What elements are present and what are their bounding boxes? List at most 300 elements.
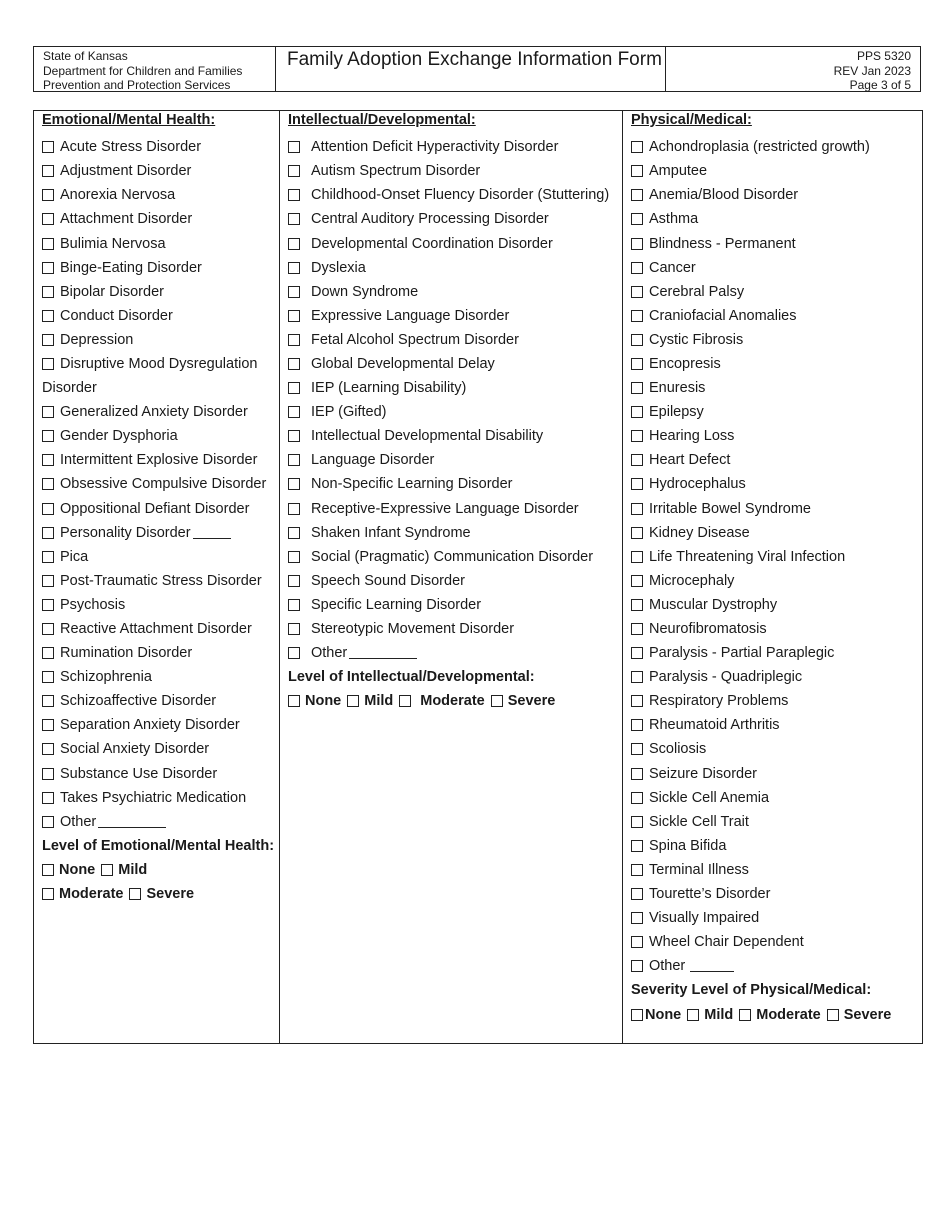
intellectual-item-label: Childhood-Onset Fluency Disorder (Stuttering) — [311, 187, 610, 204]
checkbox[interactable] — [631, 647, 643, 659]
level-option-mild[interactable] — [347, 693, 393, 709]
intellectual-item-label: Stereotypic Movement Disorder — [311, 621, 515, 638]
emotional-item[interactable] — [42, 159, 279, 183]
emotional-item-label: Substance Use Disorder — [60, 765, 218, 782]
checkbox[interactable] — [288, 575, 300, 587]
checkbox[interactable] — [42, 647, 54, 659]
intellectual-item-label: Shaken Infant Syndrome — [311, 524, 471, 541]
checkbox[interactable] — [42, 165, 54, 177]
physical-item-label: Wheel Chair Dependent — [649, 934, 804, 951]
physical-item-label: Visually Impaired — [649, 910, 760, 927]
page-number: Page 3 of 5 — [849, 78, 911, 92]
physical-item[interactable] — [631, 497, 922, 521]
emotional-item[interactable] — [42, 280, 279, 304]
intellectual-other-blank[interactable] — [349, 657, 417, 659]
intellectual-item-label: Global Developmental Delay — [311, 355, 495, 372]
emotional-item-label: Obsessive Compulsive Disorder — [60, 476, 267, 493]
checkbox[interactable] — [631, 816, 643, 828]
form-title: Family Adoption Exchange Information Form — [276, 47, 666, 91]
emotional-item[interactable] — [42, 207, 279, 231]
physical-item[interactable] — [631, 304, 922, 328]
emotional-level-row[interactable] — [42, 858, 279, 882]
intellectual-item[interactable] — [288, 207, 622, 231]
physical-item[interactable] — [631, 569, 922, 593]
checkbox[interactable] — [42, 719, 54, 731]
emotional-item[interactable] — [42, 424, 279, 448]
level-label: None — [305, 693, 342, 710]
checkbox[interactable] — [631, 623, 643, 635]
physical-item-label: Enuresis — [649, 380, 706, 397]
checkbox[interactable] — [631, 454, 643, 466]
physical-column — [623, 111, 922, 1043]
checkbox[interactable] — [288, 262, 300, 274]
level-label: Mild — [704, 1006, 734, 1023]
checkbox[interactable] — [42, 478, 54, 490]
checkbox[interactable] — [288, 165, 300, 177]
physical-item-label: Muscular Dystrophy — [649, 596, 778, 613]
level-label: None — [59, 861, 96, 878]
checkbox[interactable] — [631, 382, 643, 394]
emotional-item[interactable] — [42, 617, 279, 641]
emotional-item-label: Intermittent Explosive Disorder — [60, 452, 258, 469]
physical-item[interactable] — [631, 376, 922, 400]
intellectual-level-heading: Level of Intellectual/Developmental: — [288, 669, 535, 686]
intellectual-item[interactable] — [288, 183, 622, 207]
emotional-item-label: Schizoaffective Disorder — [60, 693, 217, 710]
checkbox[interactable] — [101, 864, 113, 876]
intellectual-item[interactable] — [288, 545, 622, 569]
intellectual-item-label: Dyslexia — [311, 259, 366, 276]
physical-item[interactable] — [631, 593, 922, 617]
emotional-item-label: Bulimia Nervosa — [60, 235, 166, 252]
level-option-moderate[interactable] — [739, 1007, 820, 1023]
intellectual-item-label: Expressive Language Disorder — [311, 307, 510, 324]
checkbox[interactable] — [288, 189, 300, 201]
checkbox[interactable] — [42, 286, 54, 298]
physical-item[interactable] — [631, 280, 922, 304]
physical-other-blank[interactable] — [690, 970, 734, 972]
emotional-item-label: Anorexia Nervosa — [60, 187, 176, 204]
intellectual-item[interactable] — [288, 400, 622, 424]
checkbox[interactable] — [42, 792, 54, 804]
checkbox[interactable] — [687, 1009, 699, 1021]
checkbox[interactable] — [288, 430, 300, 442]
emotional-item[interactable] — [42, 256, 279, 280]
emotional-item[interactable] — [42, 810, 279, 834]
checkbox[interactable] — [631, 671, 643, 683]
checkbox[interactable] — [631, 912, 643, 924]
intellectual-item[interactable] — [288, 280, 622, 304]
physical-level-row[interactable] — [631, 1002, 922, 1026]
checkbox[interactable] — [288, 478, 300, 490]
physical-item-label: Neurofibromatosis — [649, 621, 767, 638]
physical-item-label: Encopresis — [649, 355, 721, 372]
checkbox[interactable] — [631, 213, 643, 225]
emotional-item[interactable] — [42, 713, 279, 737]
checkbox[interactable] — [42, 743, 54, 755]
personality-blank[interactable] — [193, 537, 231, 539]
level-label: Moderate — [420, 693, 485, 710]
checkbox[interactable] — [631, 575, 643, 587]
form-revision: REV Jan 2023 — [833, 63, 911, 78]
physical-item[interactable] — [631, 545, 922, 569]
intellectual-item[interactable] — [288, 328, 622, 352]
physical-item[interactable] — [631, 762, 922, 786]
intellectual-heading: Intellectual/Developmental: — [288, 112, 476, 128]
emotional-item[interactable] — [42, 472, 279, 496]
physical-item[interactable] — [631, 352, 922, 376]
checkbox[interactable] — [631, 864, 643, 876]
checkbox[interactable] — [631, 286, 643, 298]
physical-item[interactable] — [631, 328, 922, 352]
checkbox[interactable] — [631, 695, 643, 707]
emotional-item[interactable] — [42, 521, 279, 545]
checkbox[interactable] — [42, 864, 54, 876]
physical-item-label: Anemia/Blood Disorder — [649, 187, 799, 204]
emotional-item-label: Psychosis — [60, 596, 126, 613]
checkbox[interactable] — [288, 454, 300, 466]
checkbox[interactable] — [288, 527, 300, 539]
checkbox[interactable] — [631, 551, 643, 563]
physical-item[interactable] — [631, 472, 922, 496]
level-label: Moderate — [59, 886, 124, 903]
emotional-item-label: Gender Dysphoria — [60, 428, 178, 445]
checkbox[interactable] — [631, 334, 643, 346]
physical-item-label: Asthma — [649, 211, 699, 228]
physical-item[interactable] — [631, 135, 922, 159]
checkbox[interactable] — [42, 213, 54, 225]
physical-item-label: Achondroplasia (restricted growth) — [649, 139, 870, 156]
physical-item[interactable] — [631, 713, 922, 737]
emotional-column — [34, 111, 280, 1043]
emotional-other-blank[interactable] — [98, 826, 166, 828]
intellectual-level-row[interactable] — [288, 689, 622, 713]
emotional-item-label: Social Anxiety Disorder — [60, 741, 210, 758]
emotional-item-wrap: Disorder — [42, 380, 97, 397]
checkbox[interactable] — [631, 503, 643, 515]
emotional-item-label: Bipolar Disorder — [60, 283, 164, 300]
checkbox[interactable] — [42, 816, 54, 828]
physical-item-label: Terminal Illness — [649, 861, 749, 878]
conditions-table — [33, 110, 923, 1044]
physical-item-label: Craniofacial Anomalies — [649, 307, 797, 324]
checkbox[interactable] — [288, 623, 300, 635]
level-option-none[interactable] — [42, 862, 95, 878]
emotional-item[interactable] — [42, 183, 279, 207]
emotional-item-label: Other — [60, 813, 97, 830]
intellectual-item[interactable] — [288, 135, 622, 159]
checkbox[interactable] — [288, 358, 300, 370]
checkbox[interactable] — [631, 743, 643, 755]
checkbox[interactable] — [631, 358, 643, 370]
physical-item-label: Tourette’s Disorder — [649, 886, 771, 903]
checkbox[interactable] — [42, 888, 54, 900]
emotional-item-label: Oppositional Defiant Disorder — [60, 500, 250, 517]
intellectual-item[interactable] — [288, 159, 622, 183]
emotional-item-label: Conduct Disorder — [60, 307, 173, 324]
emotional-item-label: Acute Stress Disorder — [60, 139, 202, 156]
intellectual-column — [280, 111, 623, 1043]
checkbox[interactable] — [42, 695, 54, 707]
checkbox[interactable] — [288, 695, 300, 707]
physical-item[interactable] — [631, 183, 922, 207]
emotional-item-label: Separation Anxiety Disorder — [60, 717, 240, 734]
checkbox[interactable] — [42, 238, 54, 250]
checkbox[interactable] — [631, 238, 643, 250]
form-header — [33, 46, 921, 92]
checkbox[interactable] — [631, 478, 643, 490]
intellectual-item-label: Social (Pragmatic) Communication Disorder — [311, 548, 594, 565]
physical-item[interactable] — [631, 930, 922, 954]
checkbox[interactable] — [631, 599, 643, 611]
physical-item-label: Amputee — [649, 163, 708, 180]
intellectual-item-label: Receptive-Expressive Language Disorder — [311, 500, 579, 517]
physical-item[interactable] — [631, 689, 922, 713]
emotional-item-label: Adjustment Disorder — [60, 163, 192, 180]
checkbox[interactable] — [42, 406, 54, 418]
level-option-severe[interactable] — [827, 1007, 892, 1023]
emotional-item[interactable] — [42, 400, 279, 424]
agency-line: State of Kansas — [43, 49, 128, 63]
checkbox[interactable] — [631, 936, 643, 948]
checkbox[interactable] — [347, 695, 359, 707]
checkbox[interactable] — [288, 286, 300, 298]
checkbox[interactable] — [42, 189, 54, 201]
checkbox[interactable] — [631, 768, 643, 780]
physical-item-label: Kidney Disease — [649, 524, 750, 541]
physical-item-label: Heart Defect — [649, 452, 731, 469]
emotional-item[interactable] — [42, 737, 279, 761]
physical-item-label: Respiratory Problems — [649, 693, 789, 710]
checkbox[interactable] — [42, 430, 54, 442]
emotional-item-label: Disruptive Mood Dysregulation — [60, 355, 258, 372]
emotional-item[interactable] — [42, 231, 279, 255]
intellectual-item-label: Fetal Alcohol Spectrum Disorder — [311, 331, 519, 348]
checkbox[interactable] — [631, 430, 643, 442]
physical-item[interactable] — [631, 400, 922, 424]
physical-level-heading: Severity Level of Physical/Medical: — [631, 982, 872, 999]
checkbox[interactable] — [399, 695, 411, 707]
checkbox[interactable] — [491, 695, 503, 707]
emotional-item[interactable] — [42, 497, 279, 521]
physical-item[interactable] — [631, 737, 922, 761]
emotional-item[interactable] — [42, 304, 279, 328]
checkbox[interactable] — [631, 960, 643, 972]
intellectual-item[interactable] — [288, 472, 622, 496]
checkbox[interactable] — [631, 310, 643, 322]
checkbox[interactable] — [288, 238, 300, 250]
checkbox[interactable] — [42, 262, 54, 274]
physical-item-label: Hearing Loss — [649, 428, 735, 445]
level-label: Severe — [146, 886, 195, 903]
checkbox[interactable] — [42, 454, 54, 466]
level-label: Mild — [364, 693, 394, 710]
physical-item[interactable] — [631, 786, 922, 810]
checkbox[interactable] — [42, 623, 54, 635]
physical-item[interactable] — [631, 810, 922, 834]
physical-item-label: Paralysis - Partial Paraplegic — [649, 645, 835, 662]
emotional-item[interactable] — [42, 545, 279, 569]
checkbox[interactable] — [288, 599, 300, 611]
physical-item[interactable] — [631, 906, 922, 930]
level-option-severe[interactable] — [129, 886, 194, 902]
checkbox[interactable] — [631, 406, 643, 418]
emotional-item-label: Personality Disorder — [60, 524, 191, 541]
emotional-item[interactable] — [42, 665, 279, 689]
physical-item-label: Other — [649, 958, 686, 975]
emotional-item[interactable] — [42, 569, 279, 593]
emotional-item-label: Rumination Disorder — [60, 645, 193, 662]
checkbox[interactable] — [129, 888, 141, 900]
level-option-severe[interactable] — [491, 693, 556, 709]
level-option-none[interactable] — [288, 693, 341, 709]
intellectual-item[interactable] — [288, 304, 622, 328]
checkbox[interactable] — [739, 1009, 751, 1021]
physical-item[interactable] — [631, 834, 922, 858]
checkbox[interactable] — [288, 551, 300, 563]
physical-item-label: Blindness - Permanent — [649, 235, 796, 252]
emotional-item[interactable] — [42, 352, 279, 376]
emotional-item[interactable] — [42, 448, 279, 472]
emotional-item-label: Takes Psychiatric Medication — [60, 789, 247, 806]
checkbox[interactable] — [288, 141, 300, 153]
physical-item[interactable] — [631, 424, 922, 448]
physical-item-label: Rheumatoid Arthritis — [649, 717, 780, 734]
checkbox[interactable] — [42, 527, 54, 539]
checkbox[interactable] — [288, 647, 300, 659]
level-label: Severe — [843, 1006, 892, 1023]
physical-item[interactable] — [631, 665, 922, 689]
checkbox[interactable] — [288, 213, 300, 225]
checkbox[interactable] — [42, 141, 54, 153]
checkbox[interactable] — [42, 671, 54, 683]
checkbox[interactable] — [288, 503, 300, 515]
intellectual-item[interactable] — [288, 497, 622, 521]
checkbox[interactable] — [631, 1009, 643, 1021]
emotional-item-label: Attachment Disorder — [60, 211, 193, 228]
emotional-item[interactable] — [42, 641, 279, 665]
checkbox[interactable] — [631, 719, 643, 731]
intellectual-item[interactable] — [288, 352, 622, 376]
checkbox[interactable] — [42, 334, 54, 346]
intellectual-item-label: Other — [311, 645, 348, 662]
emotional-item[interactable] — [42, 689, 279, 713]
physical-item[interactable] — [631, 954, 922, 978]
intellectual-item-label: Attention Deficit Hyperactivity Disorder — [311, 139, 559, 156]
emotional-item[interactable] — [42, 328, 279, 352]
emotional-item-label: Post-Traumatic Stress Disorder — [60, 572, 262, 589]
intellectual-item-label: IEP (Gifted) — [311, 404, 387, 421]
level-label: Severe — [507, 693, 556, 710]
physical-item[interactable] — [631, 858, 922, 882]
checkbox[interactable] — [288, 334, 300, 346]
agency-line: Department for Children and Families — [43, 63, 243, 78]
checkbox[interactable] — [42, 575, 54, 587]
checkbox[interactable] — [42, 551, 54, 563]
checkbox[interactable] — [631, 527, 643, 539]
physical-item-label: Cerebral Palsy — [649, 283, 745, 300]
level-option-moderate[interactable] — [42, 886, 123, 902]
intellectual-item[interactable] — [288, 569, 622, 593]
checkbox[interactable] — [631, 141, 643, 153]
level-option-none[interactable] — [631, 1007, 681, 1023]
physical-item[interactable] — [631, 521, 922, 545]
checkbox[interactable] — [631, 840, 643, 852]
physical-item[interactable] — [631, 882, 922, 906]
checkbox[interactable] — [631, 888, 643, 900]
level-option-mild[interactable] — [101, 862, 147, 878]
level-label: Mild — [118, 861, 148, 878]
intellectual-item-label: Intellectual Developmental Disability — [311, 428, 544, 445]
physical-item-label: Cystic Fibrosis — [649, 331, 744, 348]
physical-item[interactable] — [631, 207, 922, 231]
intellectual-item[interactable] — [288, 424, 622, 448]
physical-item-label: Hydrocephalus — [649, 476, 746, 493]
emotional-item[interactable] — [42, 593, 279, 617]
emotional-item[interactable] — [42, 762, 279, 786]
emotional-item[interactable] — [42, 135, 279, 159]
checkbox[interactable] — [42, 310, 54, 322]
emotional-heading: Emotional/Mental Health: — [42, 112, 216, 128]
physical-heading: Physical/Medical: — [631, 112, 752, 128]
intellectual-item[interactable] — [288, 448, 622, 472]
physical-item-label: Scoliosis — [649, 741, 707, 758]
intellectual-item[interactable] — [288, 617, 622, 641]
emotional-item-label: Generalized Anxiety Disorder — [60, 404, 248, 421]
level-option-moderate[interactable] — [399, 693, 484, 709]
intellectual-item-label: Speech Sound Disorder — [311, 572, 465, 589]
physical-item-label: Life Threatening Viral Infection — [649, 548, 846, 565]
agency-line: Prevention and Protection Services — [43, 78, 231, 92]
intellectual-item-label: Language Disorder — [311, 452, 435, 469]
intellectual-item-label: Developmental Coordination Disorder — [311, 235, 553, 252]
intellectual-item[interactable] — [288, 256, 622, 280]
intellectual-item[interactable] — [288, 231, 622, 255]
intellectual-item[interactable] — [288, 521, 622, 545]
checkbox[interactable] — [827, 1009, 839, 1021]
checkbox[interactable] — [42, 599, 54, 611]
physical-item-label: Paralysis - Quadriplegic — [649, 669, 803, 686]
checkbox[interactable] — [42, 503, 54, 515]
checkbox[interactable] — [631, 262, 643, 274]
form-code: PPS 5320 — [856, 49, 911, 63]
physical-item[interactable] — [631, 617, 922, 641]
physical-item-label: Sickle Cell Trait — [649, 813, 749, 830]
level-option-mild[interactable] — [687, 1007, 733, 1023]
physical-item[interactable] — [631, 448, 922, 472]
checkbox[interactable] — [631, 165, 643, 177]
checkbox[interactable] — [288, 310, 300, 322]
intellectual-item-label: Down Syndrome — [311, 283, 419, 300]
checkbox[interactable] — [288, 406, 300, 418]
intellectual-item[interactable] — [288, 376, 622, 400]
checkbox[interactable] — [42, 358, 54, 370]
emotional-level-row[interactable] — [42, 882, 279, 906]
intellectual-item[interactable] — [288, 593, 622, 617]
physical-item[interactable] — [631, 159, 922, 183]
intellectual-item[interactable] — [288, 641, 622, 665]
physical-item[interactable] — [631, 231, 922, 255]
intellectual-item-label: Specific Learning Disorder — [311, 596, 482, 613]
checkbox[interactable] — [631, 792, 643, 804]
physical-item[interactable] — [631, 256, 922, 280]
checkbox[interactable] — [631, 189, 643, 201]
emotional-item[interactable] — [42, 786, 279, 810]
checkbox[interactable] — [288, 382, 300, 394]
agency-block — [34, 47, 276, 91]
checkbox[interactable] — [42, 768, 54, 780]
physical-item[interactable] — [631, 641, 922, 665]
